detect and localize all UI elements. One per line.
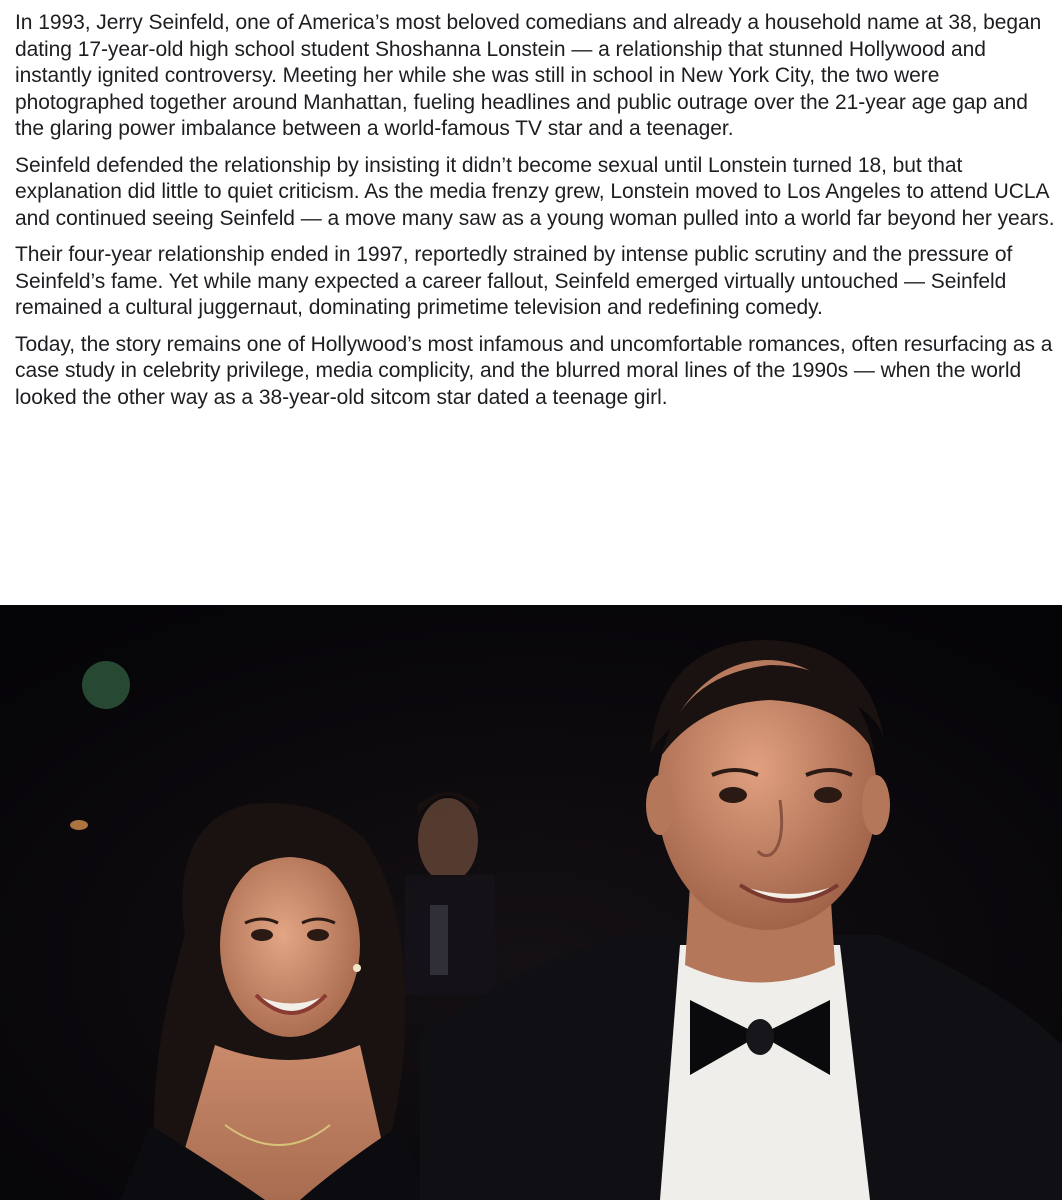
post-paragraph-4: Today, the story remains one of Hollywood’s most infamous and uncomfortable romances, often resurfacing as a case study in celebrity privilege, media complicity, and the blurred moral lines of the 1990s — when the world looked the other way as a 38-year-old sitcom star dated a teenage girl. [15, 332, 1053, 409]
background-light-orange [70, 820, 88, 830]
post-photo[interactable] [0, 605, 1062, 1200]
post-paragraph-1: In 1993, Jerry Seinfeld, one of America’s most beloved comedians and already a household name at 38, began dating 17-year-old high school student Shoshanna Lonstein — a relationship that stunned Hollywood and instantly ignited controversy. Meeting her while she was still in school in New York City, the two were photographed together around Manhattan, fueling headlines and public outrage over the 21-year age gap and the glaring power imbalance between a world-famous TV star and a teenager. [15, 11, 1042, 140]
post-paragraph-2: Seinfeld defended the relationship by insisting it didn’t become sexual until Lonstein turned 18, but that explanation did little to quiet criticism. As the media frenzy grew, Lonstein moved to Los Angeles to attend UCLA and continued seeing Seinfeld — a move many saw as a young woman pulled into a world far beyond her years. [15, 153, 1055, 230]
post-body-text [15, 10, 1055, 421]
background-light-green [82, 661, 130, 709]
photo-illustration [0, 605, 1062, 1200]
post-paragraph-3: Their four-year relationship ended in 1997, reportedly strained by intense public scrutiny and the pressure of Seinfeld’s fame. Yet while many expected a career fallout, Seinfeld emerged virtually untouched — Seinfeld remained a cultural juggernaut, dominating primetime television and redefining comedy. [15, 243, 1013, 319]
